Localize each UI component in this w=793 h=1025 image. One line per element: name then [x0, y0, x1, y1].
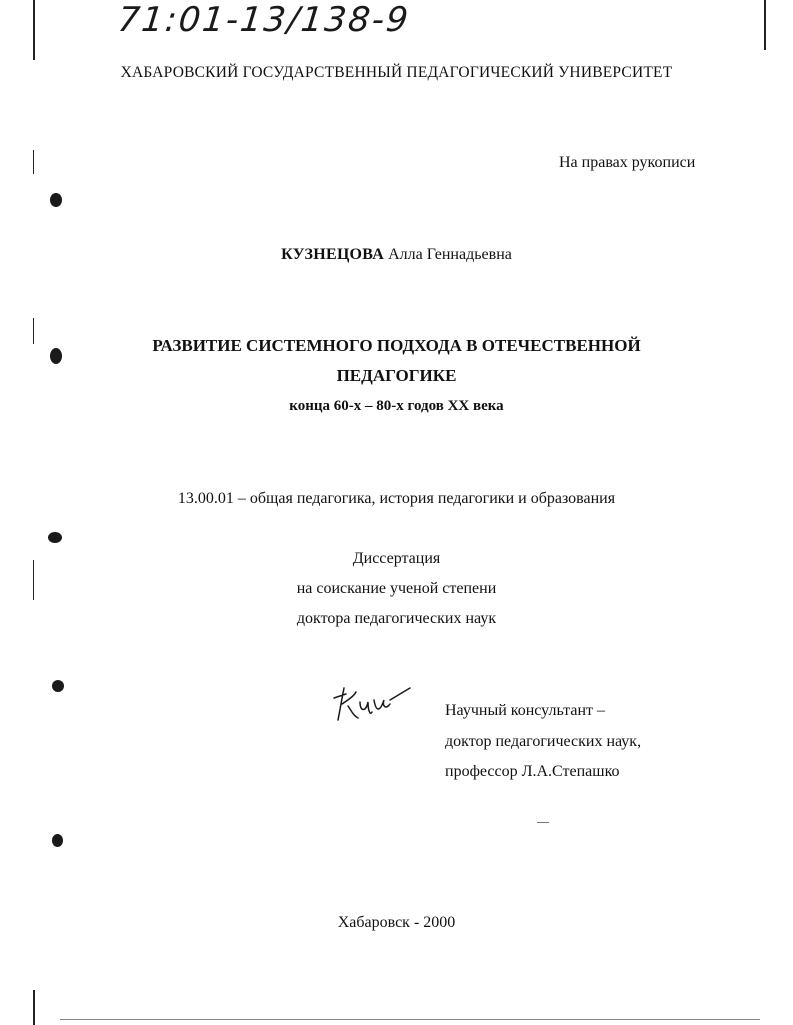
author-given-names: Алла Геннадьевна: [388, 246, 512, 263]
author-surname: КУЗНЕЦОВА: [281, 246, 385, 263]
punch-hole-mark: [48, 532, 62, 543]
dissertation-type: Диссертация: [352, 550, 441, 567]
degree-name: доктора педагогических наук: [296, 610, 497, 627]
punch-hole-mark: [50, 193, 62, 207]
stray-mark: [537, 822, 549, 823]
consultant-degree: доктор педагогических наук,: [445, 733, 642, 750]
scan-margin-line: [764, 0, 766, 50]
specialty-code: 13.00.01 – общая педагогика, история педагогики и образования: [177, 490, 616, 507]
author-name: [0, 246, 793, 264]
archive-code-handwritten: 71:01-13/138-9: [115, 0, 412, 40]
dissertation-title-line-1: РАЗВИТИЕ СИСТЕМНОГО ПОДХОДА В ОТЕЧЕСТВЕННОЙ: [152, 336, 641, 355]
punch-hole-mark: [52, 680, 64, 692]
scan-margin-line: [33, 0, 35, 60]
dissertation-subtitle: конца 60-х – 80-х годов XX века: [289, 398, 504, 414]
city-year: Хабаровск - 2000: [337, 914, 456, 931]
signature: [330, 682, 415, 724]
scan-bottom-line: [60, 1019, 760, 1020]
degree-purpose: на соискание ученой степени: [296, 580, 497, 597]
scan-margin-line: [33, 150, 34, 174]
scan-margin-line: [33, 990, 35, 1025]
dissertation-title-line-2: ПЕДАГОГИКЕ: [336, 366, 457, 385]
manuscript-rights-label: На правах рукописи: [559, 154, 696, 171]
consultant-name: профессор Л.А.Степашко: [445, 763, 620, 780]
consultant-label: Научный консультант –: [445, 702, 605, 719]
punch-hole-mark: [52, 834, 63, 847]
university-name: ХАБАРОВСКИЙ ГОСУДАРСТВЕННЫЙ ПЕДАГОГИЧЕСКИЙ УНИВЕРСИТЕТ: [120, 64, 673, 81]
